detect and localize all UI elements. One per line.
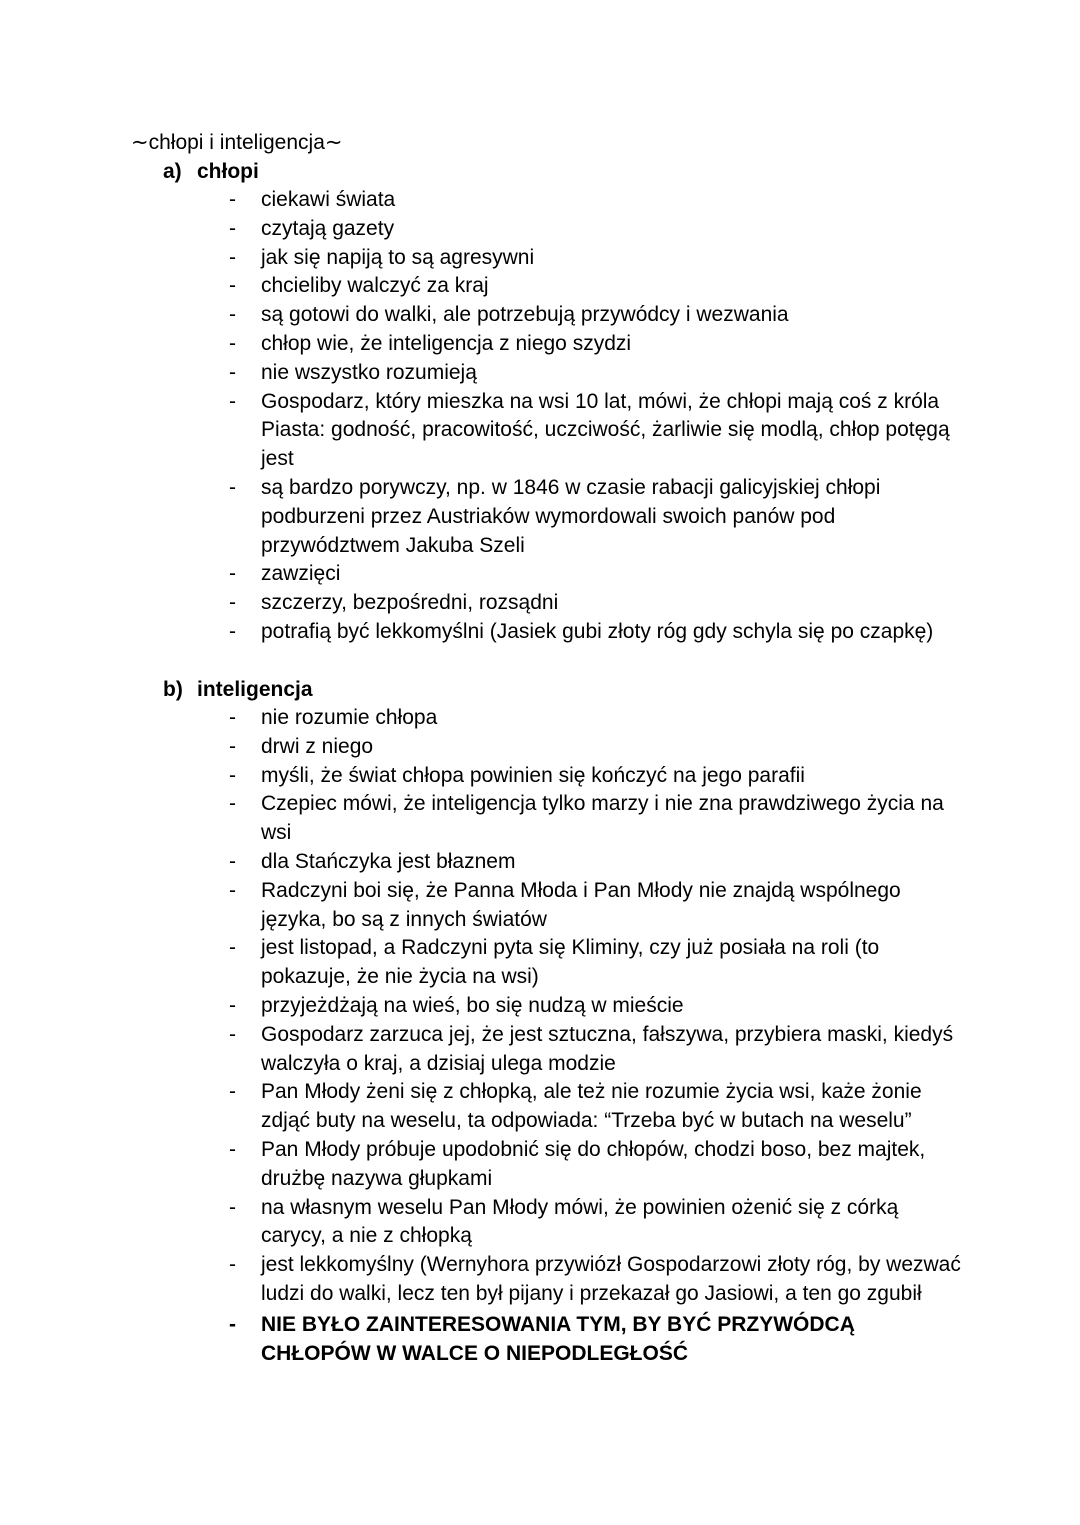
document-title: ∼chłopi i inteligencja∼ <box>131 131 343 154</box>
list-item: - szczerzy, bezpośredni, rozsądni <box>261 589 963 618</box>
list-item: - chłop wie, że inteligencja z niego szydzi <box>261 330 963 359</box>
list-item: - Gospodarz, który mieszka na wsi 10 lat, mówi, że chłopi mają coś z króla Piasta: godność, pracowitość, uczciwość, żarliwie się modlą, chłop potęgą jest <box>261 388 963 474</box>
list-item: - dla Stańczyka jest błaznem <box>261 848 963 877</box>
list-item: - na własnym weselu Pan Młody mówi, że powinien ożenić się z córką carycy, a nie z chłopką <box>261 1194 963 1252</box>
list-item: - Pan Młody próbuje upodobnić się do chłopów, chodzi boso, bez majtek, drużbę nazywa głupkami <box>261 1136 963 1194</box>
bullet-list <box>163 704 963 1368</box>
list-item: - są bardzo porywczy, np. w 1846 w czasie rabacji galicyjskiej chłopi podburzeni przez Austriaków wymordowali swoich panów pod przywództwem Jakuba Szeli <box>261 474 963 560</box>
list-item: - przyjeżdżają na wieś, bo się nudzą w mieście <box>261 992 963 1021</box>
section-marker: a) <box>163 160 182 183</box>
list-item: - potrafią być lekkomyślni (Jasiek gubi złoty róg gdy schyla się po czapkę) <box>261 618 963 647</box>
list-item: - Radczyni boi się, że Panna Młoda i Pan Młody nie znajdą wspólnego języka, bo są z innych światów <box>261 877 963 935</box>
list-item: - chcieliby walczyć za kraj <box>261 272 963 301</box>
emphasis-item: - NIE BYŁO ZAINTERESOWANIA TYM, BY BYĆ PRZYWÓDCĄ CHŁOPÓW W WALCE O NIEPODLEGŁOŚĆ <box>261 1311 963 1369</box>
list-item: - jest listopad, a Radczyni pyta się Kliminy, czy już posiała na roli (to pokazuje, że nie życia na wsi) <box>261 934 963 992</box>
section-inteligencja <box>163 676 963 1368</box>
list-item: - Pan Młody żeni się z chłopką, ale też nie rozumie życia wsi, każe żonie zdjąć buty na weselu, ta odpowiada: “Trzeba być w butach na weselu” <box>261 1078 963 1136</box>
list-item: - zawzięci <box>261 560 963 589</box>
section-marker: b) <box>163 678 183 701</box>
section-heading-text: inteligencja <box>197 678 313 701</box>
list-item: - drwi z niego <box>261 733 963 762</box>
list-item: - ciekawi świata <box>261 186 963 215</box>
section-chlopi <box>163 158 963 647</box>
section-heading <box>163 158 963 186</box>
list-item: - czytają gazety <box>261 215 963 244</box>
list-item: - nie wszystko rozumieją <box>261 359 963 388</box>
list-item: - jak się napiją to są agresywni <box>261 244 963 273</box>
list-item: - myśli, że świat chłopa powinien się kończyć na jego parafii <box>261 762 963 791</box>
list-item: - Gospodarz zarzuca jej, że jest sztuczna, fałszywa, przybiera maski, kiedyś walczyła o kraj, a dzisiaj ulega modzie <box>261 1021 963 1079</box>
list-item: - jest lekkomyślny (Wernyhora przywiózł Gospodarzowi złoty róg, by wezwać ludzi do walki, lecz ten był pijany i przekazał go Jasiowi, a ten go zgubił <box>261 1251 963 1309</box>
section-heading-text: chłopi <box>197 160 259 183</box>
list-item: - nie rozumie chłopa <box>261 704 963 733</box>
section-heading <box>163 676 963 704</box>
list-item: - Czepiec mówi, że inteligencja tylko marzy i nie zna prawdziwego życia na wsi <box>261 790 963 848</box>
bullet-list <box>163 186 963 647</box>
list-item: - są gotowi do walki, ale potrzebują przywódcy i wezwania <box>261 301 963 330</box>
